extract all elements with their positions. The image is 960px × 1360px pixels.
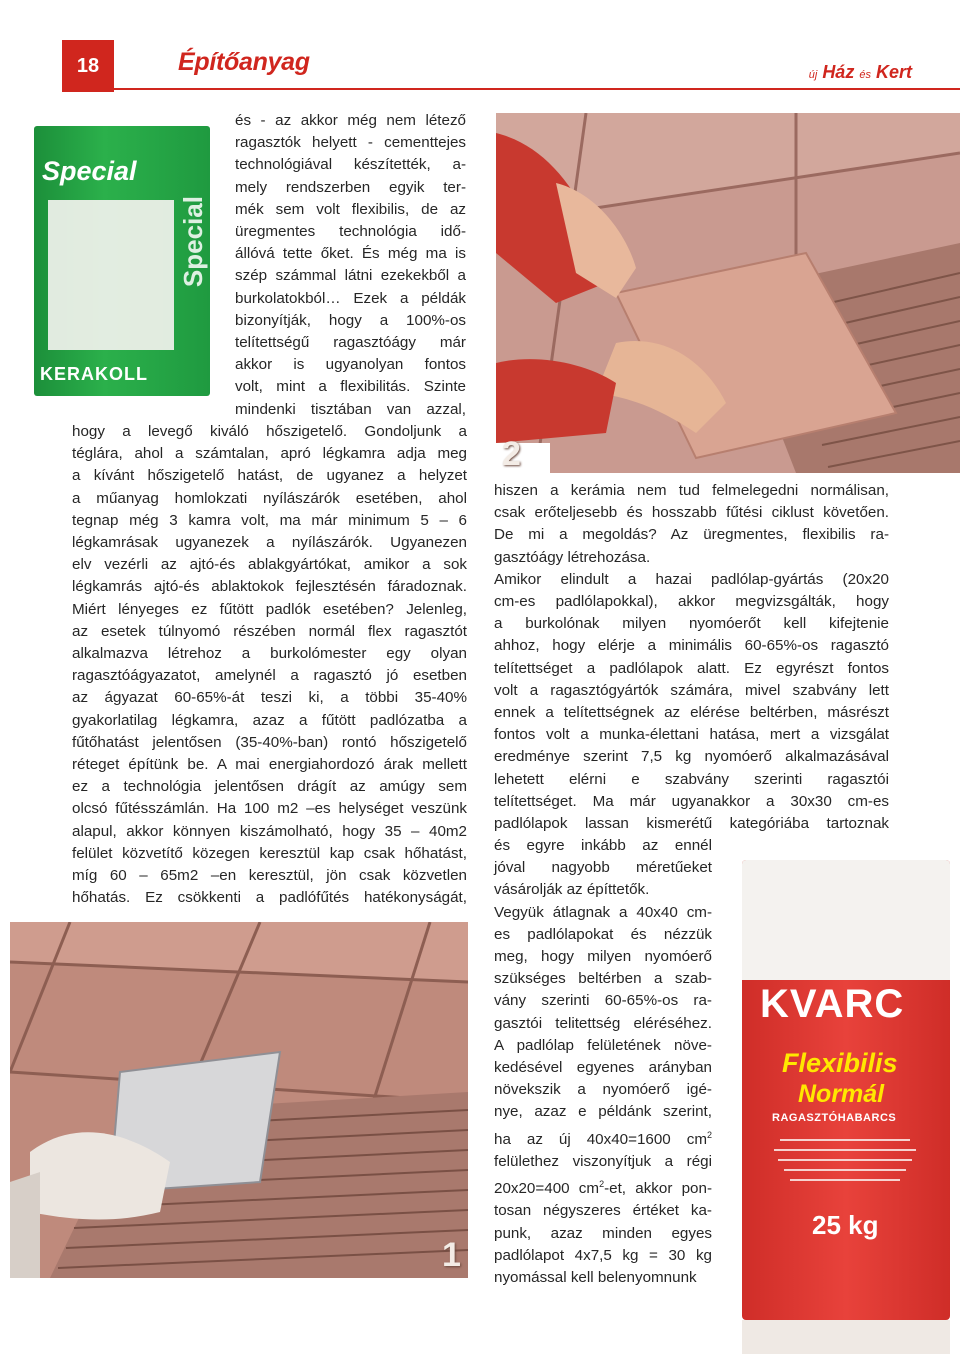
section-title: Építőanyag [178,48,310,76]
bag-top-white [742,860,950,980]
bag-weight: 25 kg [812,1210,879,1240]
bag-brand-kerakoll: KERAKOLL [40,364,148,384]
right-column-text: hiszen a kerámia nem tud felmelegedni normálisan, csak erőteljesebb és hosszabb fűtési ciklust követően. De mi a megoldás? Az üregmentes, flexibilis ra- gasztóágy létrehozása. Amikor elindult a hazai padlólap-gyártás (20x20 cm-es padlólapokkal), akkor megvizsgálták, hogy a burkolónak milyen nyomóerőt kell kifejtenie ahhoz, hogy elérje a minimális 60-65%-os ragasztó telítettséget a padlólapok alatt. Ez egyrészt fontos volt a ragasztógyártók számára, mivel szabvány lett ennek a telítettségnek az elérése beltérben, másrészt fontos volt a munka-élettani hatása, mert a vizsgálat eredménye szerint 7,5 kg nyomóerő alkalmazásával lehetett elérni e szabvány szerinti ragasztói telítettséget. Ma már ugyanakkor a 30x30 cm-es padlólapok lassan kismerétű kategóriába tartoznak [494,482,889,833]
photo-tile-laying [496,113,960,473]
right-column-narrow-text: és egyre inkább az ennél jóval nagyobb méretűeket vásárolják az építtetők. Vegyük átlagnak a 40x40 cm- es padlólapokat és nézzük meg, hogy milyen nyomóerő szükséges beltérben a szab- vány szerinti 60-65%-os ra- gasztói telitettség eléréséhez. A padlólap felületének növe- kedésével egyenes arányban növekszik a nyomóerő igé- nye, azaz e példánk szerint, ha az új 40x40=1600 $cm^2$ felülethez viszonyítjuk a régi 20x20=400 $cm^2-et$, akkor pon- tosan négyszeres értéket ka- punk, azaz minden egyes padlólapot 4x7,5 kg = 30 kg nyomással kell belenyomnunk [494,837,712,1286]
bag-label-special: Special [42,156,137,186]
magazine-logo: új Ház és Kert [808,62,912,82]
bag-side-label: Special [178,196,208,288]
left-column-wrap-text: és - az akkor még nem létező ragasztók helyett - cementtejes technológiával készítették, a- mely rendszerben egyik ter- mék sem volt flexibilis, de az üregmentes technológia idő- állóvá tette őket. És még ma is szép számmal látni ezekekből a burkolatokból… Ezek a példák bizonyítják, hogy a 100%-os telítettségű ragasztóágy már akkor is ugyanolyan fontos volt, mint a flexibilitás. Szinte mindenki tisztában van azzal, [235,112,466,418]
header-rule [114,88,960,90]
bag-bottom [742,1320,950,1354]
photo-number-1: 1 [442,1236,461,1274]
page-number: 18 [62,40,114,92]
left-column-main-text: hogy a levegő kiváló hőszigetelő. Gondoljunk a téglára, ahol a számtalan, apró légkamra adja meg a kívánt hőszigetelő hatást, de ugyanez a helyzet a műanyag homlokzati nyílászárók esetében, ahol tegnap még 3 kamra volt, ma már minimum 5 – 6 légkamrásak ugyanezek a nyílászárók. Ugyanezen elv vezérli az ajtó-és ablakgyártókat, amikor a sok légkamrás ajtó-és ablaktokok fejlesztésén fáradoznak. Miért lényeges ez fűtött padlók esetében? Jelenleg, az esetek túlnyomó részében normál flex ragasztót alkalmazva létrehoz a burkolómester egy olyan ragasztóágyazatot, amelynél a ragasztó jó esetben az ágyazat 60-65%-át teszi ki, a többi 35-40% gyakorlatilag légkamra, azaz a fűtött padlózatba a fűtőhatást jelentősen (35-40%-ban) rontó hőszigetelő réteget építünk be. A mai energiahordozó árak mellett ez a technológia jelentősen drágít az amúgy sem olcsó fűtésszámlán. Ha 100 m2 –es helységet veszünk alapul, akkor könnyen kiszámolható, hogy 35 – 40m2 felület közvetítő közegen keresztül kap csak hőhatást, míg 60 – 65m2 –en keresztül, jön csak közvetlen hőhatás. Ez csökkenti a padlófűtés hatékonyságát, [72,423,467,907]
bag-tag-ragasztohabarcs: RAGASZTÓHABARCS [772,1112,897,1124]
bag-info-panel [48,200,174,350]
photo-adhesive-trowel [10,922,468,1278]
bag-line-flexibilis: Flexibilis [782,1048,898,1078]
trowel-illustration [10,922,468,1278]
photo-number-2: 2 [502,435,521,473]
tile-floor-illustration [496,113,960,473]
bag-brand-kvarc: KVARC [760,982,905,1026]
bag-line-normal: Normál [798,1080,885,1108]
bag-fineprint [770,1132,920,1192]
